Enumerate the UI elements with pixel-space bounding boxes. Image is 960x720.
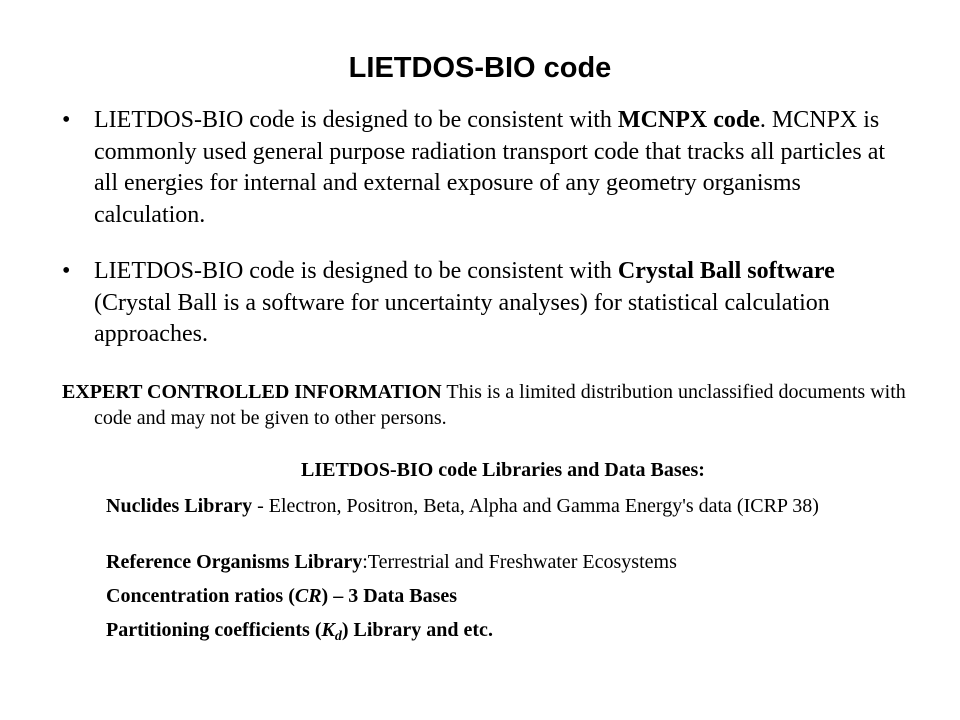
library-item-partitioning-coefficients	[106, 618, 924, 644]
bullet-icon: •	[62, 107, 71, 133]
bullet-icon: •	[62, 258, 71, 284]
bullet-text-pre: LIETDOS-BIO code is designed to be consistent with	[94, 107, 618, 133]
library-item-symbol: CR	[294, 585, 322, 607]
libraries-heading: LIETDOS-BIO code Libraries and Data Bases:	[301, 459, 705, 481]
bullet-item-crystal-ball	[62, 256, 912, 351]
library-item-name: Reference Organisms Library	[106, 551, 363, 573]
notice-label: EXPERT CONTROLLED INFORMATION	[62, 381, 442, 403]
library-item-subscript: d	[334, 629, 342, 644]
library-item-name	[106, 585, 457, 607]
bullet-text-bold: Crystal Ball software	[617, 258, 835, 284]
bullet-text-pre: LIETDOS-BIO code is designed to be consistent with	[94, 258, 618, 284]
bullet-text-post: . MCNPX is commonly used general purpose radiation transport code that tracks all particles at all energies for internal and external exposure of any geometry organisms calculation.	[94, 107, 886, 228]
bullet-text-bold: MCNPX code	[617, 107, 760, 133]
library-item-name-post: ) – 3 Data Bases	[321, 585, 458, 607]
library-item-name-pre: Concentration ratios (	[106, 585, 295, 607]
library-item-name-post: ) Library and etc.	[341, 619, 493, 641]
library-item-concentration-ratios	[106, 584, 924, 610]
bullet-text	[94, 256, 912, 351]
bullet-text-post: (Crystal Ball is a software for uncertainty analyses) for statistical calculation approaches.	[94, 289, 830, 347]
notice-text: This is a limited distribution unclassified documents with code and may not be given to other persons.	[94, 381, 906, 429]
library-item-desc: :Terrestrial and Freshwater Ecosystems	[362, 551, 677, 573]
library-item-name-pre: Partitioning coefficients (	[106, 619, 322, 641]
library-item-nuclides	[106, 494, 924, 520]
slide-title: LIETDOS-BIO code	[348, 52, 612, 84]
library-item-name	[106, 619, 493, 644]
bullet-item-mcnpx	[62, 105, 912, 231]
library-item-reference-organisms	[106, 550, 924, 576]
distribution-notice	[62, 380, 944, 431]
library-item-desc: - Electron, Positron, Beta, Alpha and Gamma Energy's data (ICRP 38)	[252, 495, 819, 517]
bullet-text	[94, 105, 912, 231]
library-item-name: Nuclides Library	[106, 495, 253, 517]
library-item-symbol: K	[321, 619, 335, 641]
